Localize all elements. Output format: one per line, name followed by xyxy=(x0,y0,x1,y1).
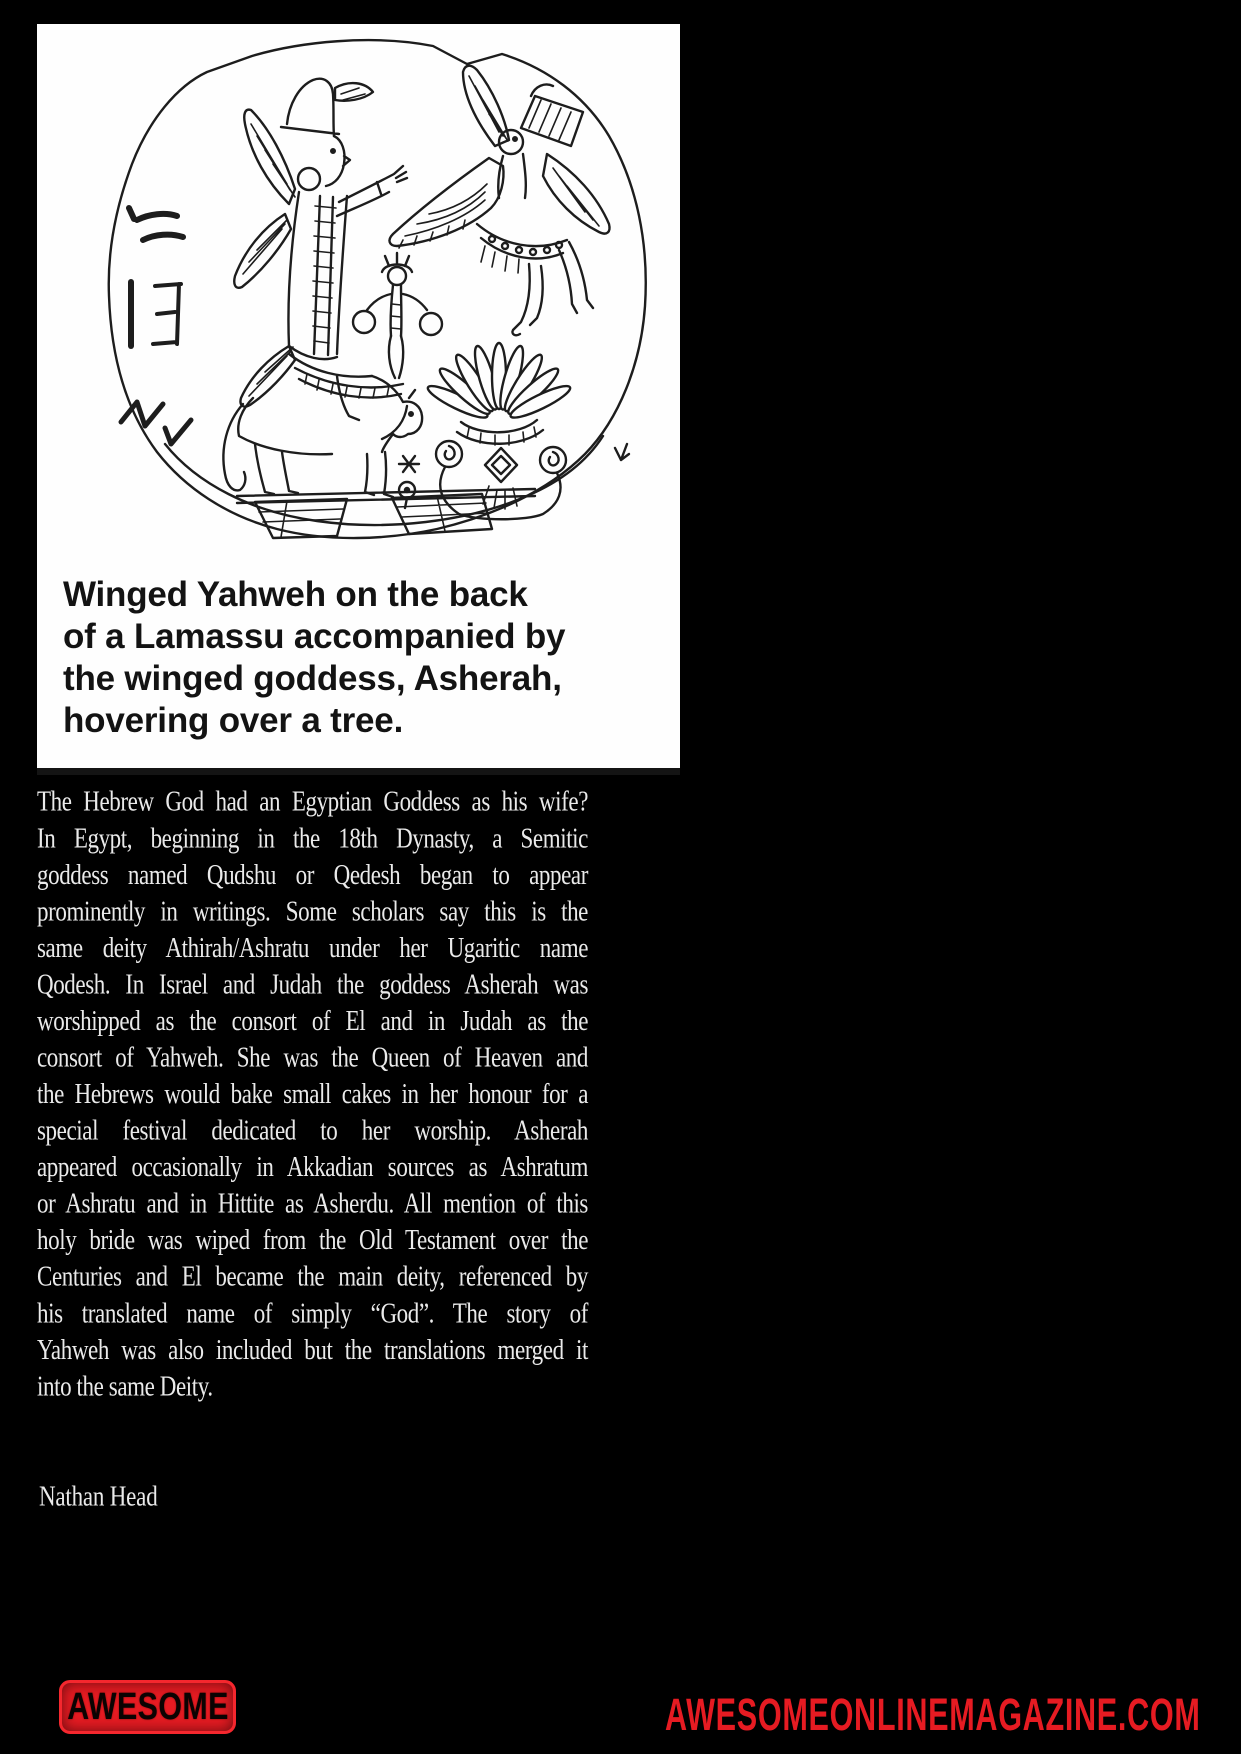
seal-illustration xyxy=(37,24,680,564)
article-line: goddess named Qudshu or Qedesh began to appear xyxy=(37,858,588,891)
site-url: AWESOMEONLINEMAGAZINE.COM xyxy=(664,1689,1200,1740)
article-line: worshipped as the consort of El and in Judah as the xyxy=(37,1004,588,1037)
awesome-logo xyxy=(59,1680,236,1734)
lamassu-figure xyxy=(223,376,422,497)
figure-caption xyxy=(37,564,680,742)
article-line: prominently in writings. Some scholars say this is the xyxy=(37,895,588,927)
standard-figure xyxy=(353,253,442,378)
article-line: Qodesh. In Israel and Judah the goddess Asherah was xyxy=(37,968,588,1000)
author-byline: Nathan Head xyxy=(39,1480,158,1513)
article-line: appeared occasionally in Akkadian sources as Ashratum xyxy=(37,1150,588,1183)
awesome-logo-text: AWESOME xyxy=(66,1686,229,1728)
article-line: consort of Yahweh. She was the Queen of Heaven and xyxy=(37,1041,588,1073)
article-line: the Hebrews would bake small cakes in her honour for a xyxy=(37,1077,588,1110)
yahweh-figure xyxy=(234,79,407,420)
article-text xyxy=(37,783,588,1404)
article-line: Yahweh was also included but the translations merged it xyxy=(37,1333,588,1366)
caption-line: of a Lamassu accompanied by xyxy=(63,617,566,656)
article-line: The Hebrew God had an Egyptian Goddess as his wife? xyxy=(37,785,588,818)
caption-line: hovering over a tree. xyxy=(63,701,404,740)
article-line: or Ashratu and in Hittite as Asherdu. All mention of this xyxy=(37,1187,588,1219)
caption-line: Winged Yahweh on the back xyxy=(63,575,528,614)
article-line: into the same Deity. xyxy=(37,1370,213,1402)
palmette-tree xyxy=(399,343,629,519)
article-line: holy bride was wiped from the Old Testament over the xyxy=(37,1224,588,1256)
article-line: same deity Athirah/Ashratu under her Ugaritic name xyxy=(37,931,588,964)
figure-panel xyxy=(37,24,680,775)
article-line: In Egypt, beginning in the 18th Dynasty, a Semitic xyxy=(37,822,588,854)
article-line: special festival dedicated to her worship. Asherah xyxy=(37,1114,588,1146)
asherah-figure xyxy=(390,66,610,335)
article-line: his translated name of simply “God”. The story of xyxy=(37,1297,588,1329)
caption-line: the winged goddess, Asherah, xyxy=(63,659,562,698)
article-line: Centuries and El became the main deity, referenced by xyxy=(37,1260,588,1293)
cuneiform-signs xyxy=(121,208,191,444)
